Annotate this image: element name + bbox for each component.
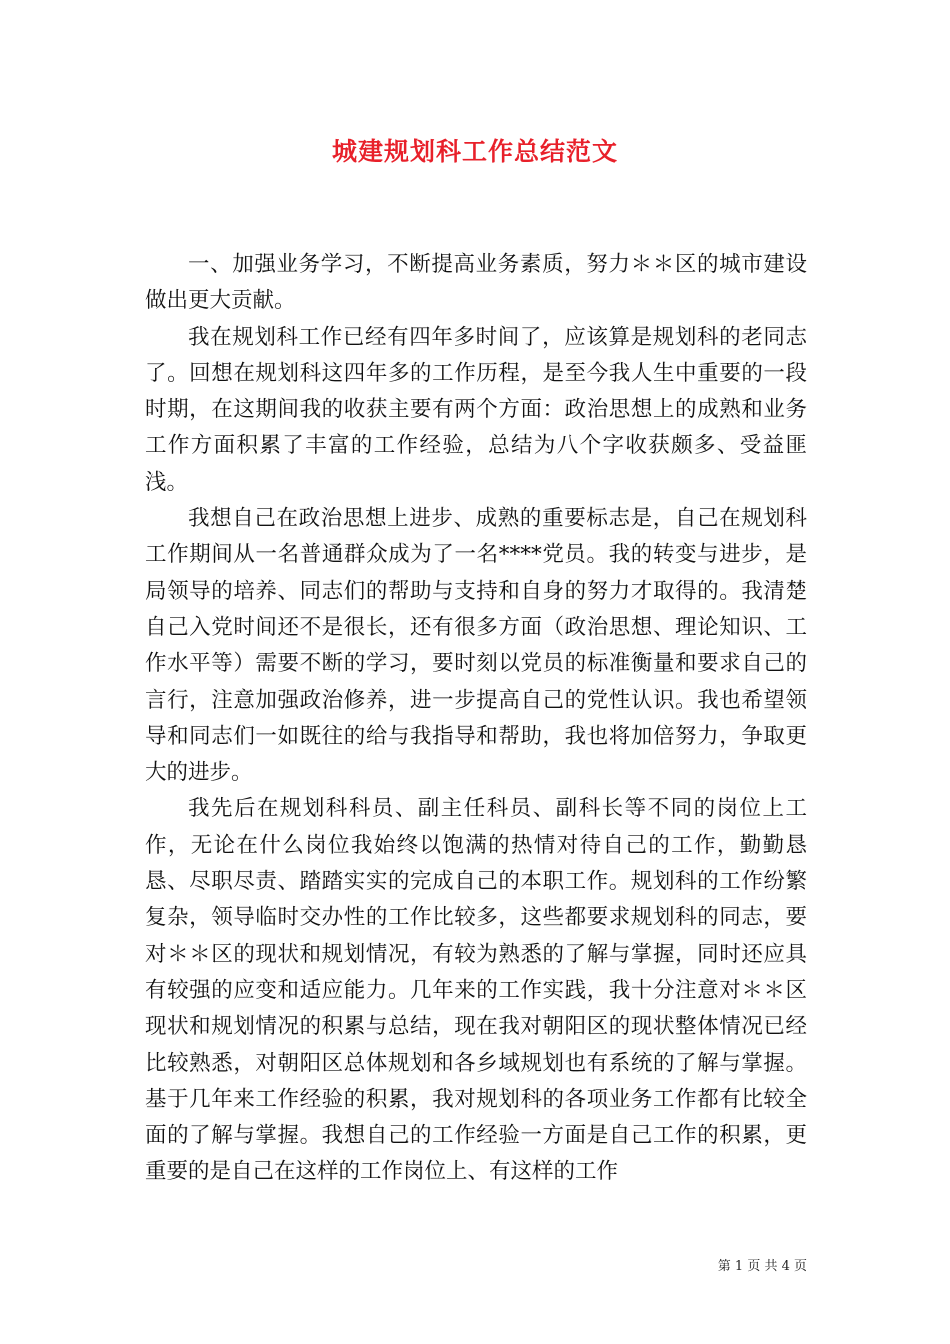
document-title: 城建规划科工作总结范文 — [331, 137, 618, 166]
page-footer — [718, 1255, 807, 1274]
paragraph-4: 我先后在规划科科员、副主任科员、副科长等不同的岗位上工作，无论在什么岗位我始终以饱满的热情对待自己的工作，勤勤恳恳、尽职尽责、踏踏实实的完成自己的本职工作。规划科的工作纷繁复杂，领导临时交办性的工作比较多，这些都要求规划科的同志，要对＊＊区的现状和规划情况，有较为熟悉的了解与掌握，同时还应具有较强的应变和适应能力。几年来的工作实践，我十分注意对＊＊区现状和规划情况的积累与总结，现在我对朝阳区的现状整体情况已经比较熟悉，对朝阳区总体规划和各乡域规划也有系统的了解与掌握。基于几年来工作经验的积累，我对规划科的各项业务工作都有比较全面的了解与掌握。我想自己的工作经验一方面是自己工作的积累，更重要的是自己在这样的工作岗位上、有这样的工作 — [145, 796, 807, 1185]
page-number-label: 第 1 页 共 4 页 — [717, 1259, 807, 1274]
paragraph-3: 我想自己在政治思想上进步、成熟的重要标志是，自己在规划科工作期间从一名普通群众成为了一名****党员。我的转变与进步，是局领导的培养、同志们的帮助与支持和自身的努力才取得的。我清楚自己入党时间还不是很长，还有很多方面（政治思想、理论知识、工作水平等）需要不断的学习，要时刻以党员的标准衡量和要求自己的言行，注意加强政治修养，进一步提高自己的党性认识。我也希望领导和同志们一如既往的给与我指导和帮助，我也将加倍努力，争取更大的进步。 — [145, 506, 807, 786]
document-body — [145, 247, 807, 1191]
paragraph-2: 我在规划科工作已经有四年多时间了，应该算是规划科的老同志了。回想在规划科这四年多的工作历程，是至今我人生中重要的一段时期，在这期间我的收获主要有两个方面：政治思想上的成熟和业务工作方面积累了丰富的工作经验，总结为八个字收获颇多、受益匪浅。 — [145, 324, 807, 495]
paragraph-1: 一、加强业务学习，不断提高业务素质，努力＊＊区的城市建设做出更大贡献。 — [145, 252, 807, 314]
